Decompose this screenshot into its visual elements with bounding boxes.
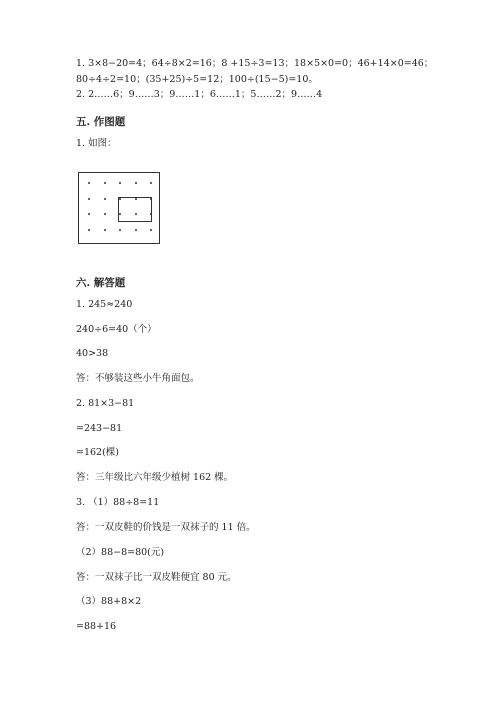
solution-line: 答：一双皮鞋的价钱是一双袜子的 11 倍。	[76, 522, 256, 533]
grid-dot	[104, 198, 106, 200]
grid-dot	[119, 229, 121, 231]
solution-line: 40>38	[76, 348, 109, 359]
section-5-title: 五. 作图题	[76, 116, 126, 128]
answer-line-2: 80÷4÷2=10；(35+25)÷5=12；100÷(15−5)=10。	[76, 74, 318, 85]
section-6-title: 六. 解答题	[76, 277, 126, 289]
solution-line: =243−81	[76, 423, 123, 434]
grid-dot	[119, 213, 121, 215]
answer-line-3: 2. 2……6；9……3；9……1；6……1；5……2；9……4	[76, 89, 323, 100]
section-5-item-1: 1. 如图：	[76, 138, 117, 149]
grid-dot	[119, 182, 121, 184]
grid-dot	[119, 198, 121, 200]
grid-dot	[135, 229, 137, 231]
dot-grid-figure	[78, 172, 160, 244]
solution-line: 答：三年级比六年级少植树 162 棵。	[76, 472, 234, 483]
grid-dot	[150, 213, 152, 215]
solution-line: （3）88+8×2	[76, 596, 142, 607]
grid-dot	[150, 229, 152, 231]
solution-line: （2）88−8=80(元)	[76, 547, 165, 558]
grid-dot	[88, 182, 90, 184]
grid-dot	[135, 213, 137, 215]
solution-line: 答：不够装这些小牛角面包。	[76, 373, 200, 384]
solution-line: =88+16	[76, 621, 117, 632]
grid-dot	[88, 198, 90, 200]
answer-line-1: 1. 3×8−20=4；64÷8×2=16；8 +15÷3=13；18×5×0=0；46+14×0=46；	[76, 58, 434, 69]
grid-dot	[88, 229, 90, 231]
solution-line: 240÷6=40（个）	[76, 324, 157, 335]
grid-dot	[104, 229, 106, 231]
drawn-rectangle	[118, 197, 152, 222]
grid-dot	[104, 213, 106, 215]
solution-line: =162(棵)	[76, 447, 120, 458]
grid-dot	[150, 198, 152, 200]
solution-line: 2. 81×3−81	[76, 398, 135, 409]
solution-line: 答：一双袜子比一双皮鞋便宜 80 元。	[76, 572, 237, 583]
grid-dot	[150, 182, 152, 184]
grid-dot	[135, 182, 137, 184]
solution-line: 1. 245≈240	[76, 299, 133, 310]
solution-line: 3. （1）88÷8=11	[76, 497, 160, 508]
grid-dot	[135, 198, 137, 200]
grid-dot	[104, 182, 106, 184]
grid-dot	[88, 213, 90, 215]
